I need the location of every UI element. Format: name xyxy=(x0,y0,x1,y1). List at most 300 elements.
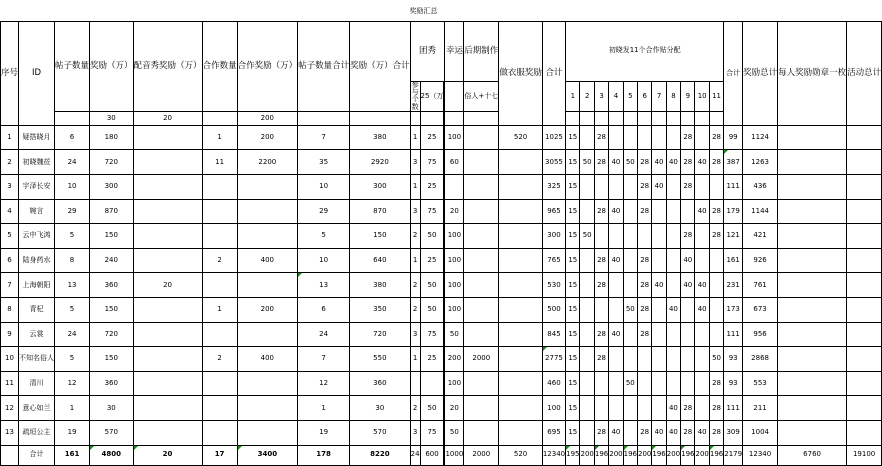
row-dist-2 xyxy=(580,347,594,372)
row-seq: 5 xyxy=(1,224,19,249)
row-dist-5: 50 xyxy=(623,298,637,323)
row-dist-11 xyxy=(709,322,723,347)
row-dubbing xyxy=(133,322,202,347)
row-lucky: 100 xyxy=(445,248,464,273)
row-post-total: 10 xyxy=(298,175,350,200)
row-sum: 300 xyxy=(542,224,565,249)
row-dist-10: 40 xyxy=(695,199,709,224)
header-team-join: 参与个数 xyxy=(411,80,419,111)
row-reward-total: 2920 xyxy=(350,150,411,175)
row-dist-10 xyxy=(695,248,709,273)
row-posts: 13 xyxy=(55,273,90,298)
row-reward: 300 xyxy=(90,175,134,200)
row-dist-7 xyxy=(652,298,666,323)
row-reward-sum: 673 xyxy=(743,298,778,323)
row-lucky: 100 xyxy=(445,371,464,396)
row-reward-sum: 926 xyxy=(743,248,778,273)
row-badge xyxy=(778,347,847,372)
table-row xyxy=(1,125,882,150)
row-post-total: 10 xyxy=(298,248,350,273)
row-dist-2 xyxy=(580,175,594,200)
row-reward: 360 xyxy=(90,273,134,298)
dist-col-8: 8 xyxy=(666,81,680,111)
row-dist-3: 28 xyxy=(594,322,608,347)
totals-dist-4: 200 xyxy=(609,445,623,465)
dist-col-9: 9 xyxy=(681,81,695,111)
dist-col-6: 6 xyxy=(637,81,651,111)
row-lucky: 60 xyxy=(445,150,464,175)
row-dist-8 xyxy=(666,273,680,298)
row-dist-4 xyxy=(609,371,623,396)
row-reward: 360 xyxy=(90,371,134,396)
row-reward-sum: 211 xyxy=(743,396,778,421)
row-id: 意心如兰 xyxy=(19,396,55,421)
row-late xyxy=(464,199,499,224)
row-dist-1: 15 xyxy=(566,273,580,298)
row-posts: 24 xyxy=(55,150,90,175)
row-dist-2 xyxy=(580,125,594,150)
row-dist-1: 15 xyxy=(566,125,580,150)
row-dist-sum: 387 xyxy=(724,150,743,175)
row-dist-9 xyxy=(681,347,695,372)
table-row xyxy=(1,273,882,298)
row-dist-11: 28 xyxy=(709,421,723,446)
dist-col-10: 10 xyxy=(695,81,709,111)
unit-dist-blank xyxy=(637,111,651,125)
row-dist-4: 40 xyxy=(609,421,623,446)
row-team-join: 1 xyxy=(410,248,420,273)
row-late xyxy=(464,125,499,150)
unit-lucky-blank xyxy=(445,111,464,125)
row-dubbing xyxy=(133,125,202,150)
row-dist-sum: 111 xyxy=(724,175,743,200)
row-dist-1: 15 xyxy=(566,371,580,396)
row-id: 宇泽长安 xyxy=(19,175,55,200)
row-reward: 720 xyxy=(90,150,134,175)
row-reward: 240 xyxy=(90,248,134,273)
row-coop-count: 2 xyxy=(202,347,237,372)
row-badge xyxy=(778,125,847,150)
row-post-total: 19 xyxy=(298,421,350,446)
row-costume xyxy=(499,150,543,175)
table-title: 奖励汇总 xyxy=(1,2,847,21)
row-dist-9: 40 xyxy=(681,273,695,298)
row-dist-9 xyxy=(681,371,695,396)
dist-col-3: 3 xyxy=(594,81,608,111)
row-late xyxy=(464,273,499,298)
row-dist-5: 50 xyxy=(623,150,637,175)
row-sum: 965 xyxy=(542,199,565,224)
unit-coop-count-blank xyxy=(202,111,237,125)
row-dist-4: 40 xyxy=(609,199,623,224)
row-activity xyxy=(847,371,882,396)
row-dist-3 xyxy=(594,175,608,200)
totals-reward-total: 8220 xyxy=(350,445,411,465)
row-late xyxy=(464,322,499,347)
reward-summary-table xyxy=(0,2,882,466)
row-team-join: 3 xyxy=(410,150,420,175)
unit-posts-blank xyxy=(55,111,90,125)
row-late xyxy=(464,371,499,396)
totals-dist-7: 196 xyxy=(652,445,666,465)
row-dist-5 xyxy=(623,125,637,150)
row-costume xyxy=(499,347,543,372)
row-dist-3: 28 xyxy=(594,199,608,224)
header-activity-sum: 活动总计 xyxy=(847,21,882,125)
row-late xyxy=(464,150,499,175)
row-dist-10: 40 xyxy=(695,273,709,298)
row-dist-5 xyxy=(623,248,637,273)
row-dist-1: 15 xyxy=(566,150,580,175)
row-activity xyxy=(847,248,882,273)
row-post-total: 7 xyxy=(298,125,350,150)
row-dist-8 xyxy=(666,248,680,273)
row-seq: 7 xyxy=(1,273,19,298)
row-post-total: 29 xyxy=(298,199,350,224)
row-reward-total: 380 xyxy=(350,125,411,150)
row-team-join: 3 xyxy=(410,322,420,347)
row-coop-count xyxy=(202,421,237,446)
row-dubbing: 20 xyxy=(133,273,202,298)
row-dist-7: 40 xyxy=(652,175,666,200)
dist-col-1: 1 xyxy=(566,81,580,111)
row-reward-sum: 421 xyxy=(743,224,778,249)
row-reward-sum: 761 xyxy=(743,273,778,298)
row-reward-sum: 1144 xyxy=(743,199,778,224)
row-badge xyxy=(778,273,847,298)
row-lucky: 100 xyxy=(445,273,464,298)
row-reward-total: 300 xyxy=(350,175,411,200)
row-dist-10: 40 xyxy=(695,150,709,175)
row-dubbing xyxy=(133,248,202,273)
row-team-value: 50 xyxy=(420,273,444,298)
row-dist-5 xyxy=(623,347,637,372)
row-reward-sum: 956 xyxy=(743,322,778,347)
row-dist-6 xyxy=(637,125,651,150)
row-dist-3 xyxy=(594,371,608,396)
row-activity xyxy=(847,298,882,323)
row-team-join: 2 xyxy=(410,224,420,249)
row-id: 不知名俗人 xyxy=(19,347,55,372)
row-sum: 460 xyxy=(542,371,565,396)
header-coop-reward: 合作奖励（万） xyxy=(237,21,298,111)
totals-coop-count: 17 xyxy=(202,445,237,465)
row-dist-11 xyxy=(709,248,723,273)
row-dist-10 xyxy=(695,322,709,347)
row-badge xyxy=(778,396,847,421)
row-team-value: 75 xyxy=(420,322,444,347)
row-reward-total: 30 xyxy=(350,396,411,421)
row-dist-8: 40 xyxy=(666,150,680,175)
row-dist-11: 28 xyxy=(709,150,723,175)
row-dist-5 xyxy=(623,273,637,298)
row-team-value: 25 xyxy=(420,248,444,273)
row-activity xyxy=(847,224,882,249)
row-team-join: 1 xyxy=(410,347,420,372)
totals-coop-reward: 3400 xyxy=(237,445,298,465)
table-row xyxy=(1,421,882,446)
row-reward: 870 xyxy=(90,199,134,224)
row-lucky: 20 xyxy=(445,396,464,421)
row-dist-8 xyxy=(666,175,680,200)
row-dist-2: 50 xyxy=(580,224,594,249)
row-team-join: 1 xyxy=(410,125,420,150)
table-row xyxy=(1,248,882,273)
row-id: 上海朝阳 xyxy=(19,273,55,298)
row-coop-count xyxy=(202,175,237,200)
row-id: 青杞 xyxy=(19,298,55,323)
row-sum: 1025 xyxy=(542,125,565,150)
row-dist-4 xyxy=(609,396,623,421)
header-team-unit: 25（万 xyxy=(420,81,444,111)
row-seq: 8 xyxy=(1,298,19,323)
row-team-value: 75 xyxy=(420,421,444,446)
row-dist-3: 28 xyxy=(594,421,608,446)
row-late xyxy=(464,248,499,273)
row-dist-2 xyxy=(580,298,594,323)
dist-col-7: 7 xyxy=(652,81,666,111)
row-id: 婉言 xyxy=(19,199,55,224)
row-reward-total: 870 xyxy=(350,199,411,224)
row-coop-count xyxy=(202,371,237,396)
row-dist-9: 28 xyxy=(681,396,695,421)
row-sum: 695 xyxy=(542,421,565,446)
row-dist-4 xyxy=(609,224,623,249)
row-dist-9: 28 xyxy=(681,224,695,249)
totals-label: 合计 xyxy=(19,445,55,465)
row-coop-reward xyxy=(237,371,298,396)
row-activity xyxy=(847,396,882,421)
row-dist-9: 28 xyxy=(681,421,695,446)
unit-reward: 30 xyxy=(90,111,134,125)
row-dist-3: 28 xyxy=(594,273,608,298)
row-dist-11: 50 xyxy=(709,347,723,372)
row-dist-sum: 111 xyxy=(724,396,743,421)
row-team-value: 25 xyxy=(420,175,444,200)
row-coop-reward xyxy=(237,224,298,249)
row-dist-2 xyxy=(580,322,594,347)
row-costume xyxy=(499,322,543,347)
row-seq: 12 xyxy=(1,396,19,421)
row-coop-reward: 200 xyxy=(237,125,298,150)
row-late: 2000 xyxy=(464,347,499,372)
row-dist-7 xyxy=(652,248,666,273)
row-dist-11: 28 xyxy=(709,396,723,421)
table-row xyxy=(1,347,882,372)
row-sum: 500 xyxy=(542,298,565,323)
row-dist-10 xyxy=(695,396,709,421)
row-activity xyxy=(847,125,882,150)
dist-col-4: 4 xyxy=(609,81,623,111)
unit-dist-blank xyxy=(666,111,680,125)
row-dist-11: 28 xyxy=(709,224,723,249)
row-id: 云裳 xyxy=(19,322,55,347)
row-team-value: 75 xyxy=(420,150,444,175)
row-dubbing xyxy=(133,224,202,249)
row-dist-sum: 99 xyxy=(724,125,743,150)
unit-dist-blank xyxy=(681,111,695,125)
row-dist-5: 50 xyxy=(623,371,637,396)
row-seq: 1 xyxy=(1,125,19,150)
row-dist-6: 28 xyxy=(637,322,651,347)
row-dubbing xyxy=(133,298,202,323)
table-row xyxy=(1,322,882,347)
header-posts: 帖子数量 xyxy=(55,21,90,111)
header-dubbing: 配音秀奖励（万） xyxy=(133,21,202,111)
row-dist-2: 50 xyxy=(580,150,594,175)
row-costume: 520 xyxy=(499,125,543,150)
row-late xyxy=(464,224,499,249)
table-row xyxy=(1,150,882,175)
totals-late: 2000 xyxy=(464,445,499,465)
row-costume xyxy=(499,224,543,249)
row-dist-5 xyxy=(623,322,637,347)
row-badge xyxy=(778,224,847,249)
row-dist-3: 28 xyxy=(594,347,608,372)
row-dist-5 xyxy=(623,199,637,224)
row-dist-4: 40 xyxy=(609,322,623,347)
row-id: 清川 xyxy=(19,371,55,396)
totals-dist-sum: 2179 xyxy=(724,445,743,465)
row-dist-7 xyxy=(652,199,666,224)
row-posts: 5 xyxy=(55,298,90,323)
unit-dist-blank xyxy=(609,111,623,125)
row-reward: 720 xyxy=(90,322,134,347)
row-team-join: 2 xyxy=(410,273,420,298)
row-dist-4 xyxy=(609,347,623,372)
row-reward-total: 640 xyxy=(350,248,411,273)
row-sum: 845 xyxy=(542,322,565,347)
row-dist-9: 28 xyxy=(681,175,695,200)
header-costume: 做衣服奖励 xyxy=(499,21,543,125)
totals-dist-11: 196 xyxy=(709,445,723,465)
row-dist-8: 40 xyxy=(666,298,680,323)
row-dist-sum: 161 xyxy=(724,248,743,273)
unit-dist-blank xyxy=(709,111,723,125)
totals-lucky: 1000 xyxy=(445,445,464,465)
row-coop-count xyxy=(202,199,237,224)
header-lucky: 幸运 xyxy=(445,21,464,81)
row-dist-4 xyxy=(609,273,623,298)
totals-costume: 520 xyxy=(499,445,543,465)
row-coop-count: 1 xyxy=(202,298,237,323)
totals-sum: 12340 xyxy=(542,445,565,465)
row-dubbing xyxy=(133,396,202,421)
row-dist-5 xyxy=(623,396,637,421)
header-badge: 每人奖励勋章一枚 xyxy=(778,21,847,125)
row-coop-reward: 2200 xyxy=(237,150,298,175)
row-dist-2 xyxy=(580,371,594,396)
header-late-sub: 俗人+十七 xyxy=(464,81,499,111)
row-seq: 13 xyxy=(1,421,19,446)
row-dist-3 xyxy=(594,224,608,249)
row-reward: 150 xyxy=(90,224,134,249)
row-activity xyxy=(847,199,882,224)
row-dist-4 xyxy=(609,298,623,323)
row-seq: 9 xyxy=(1,322,19,347)
row-lucky: 20 xyxy=(445,199,464,224)
header-reward-sum: 奖励总计 xyxy=(743,21,778,125)
row-dist-11: 28 xyxy=(709,125,723,150)
totals-seq xyxy=(1,445,19,465)
row-team-join xyxy=(410,371,420,396)
row-badge xyxy=(778,150,847,175)
row-sum: 530 xyxy=(542,273,565,298)
row-dist-1: 15 xyxy=(566,421,580,446)
row-dist-8 xyxy=(666,125,680,150)
row-dist-2 xyxy=(580,199,594,224)
row-seq: 6 xyxy=(1,248,19,273)
row-dist-10: 40 xyxy=(695,298,709,323)
row-posts: 6 xyxy=(55,125,90,150)
header-seq: 序号 xyxy=(1,21,19,125)
row-costume xyxy=(499,298,543,323)
totals-dist-2: 200 xyxy=(580,445,594,465)
header-sum: 合计 xyxy=(542,21,565,125)
unit-team-join-blank xyxy=(410,111,420,125)
row-dist-3: 28 xyxy=(594,248,608,273)
row-posts: 5 xyxy=(55,224,90,249)
row-sum: 3055 xyxy=(542,150,565,175)
unit-team-value-blank xyxy=(420,111,444,125)
row-dist-1: 15 xyxy=(566,396,580,421)
row-team-value: 25 xyxy=(420,125,444,150)
row-team-value: 50 xyxy=(420,298,444,323)
row-sum: 100 xyxy=(542,396,565,421)
row-dist-7: 40 xyxy=(652,421,666,446)
row-dist-8 xyxy=(666,322,680,347)
row-dist-8: 40 xyxy=(666,396,680,421)
row-post-total: 6 xyxy=(298,298,350,323)
row-post-total: 1 xyxy=(298,396,350,421)
row-posts: 19 xyxy=(55,421,90,446)
row-coop-reward xyxy=(237,199,298,224)
row-coop-count: 11 xyxy=(202,150,237,175)
row-team-value: 50 xyxy=(420,224,444,249)
row-team-join: 3 xyxy=(410,199,420,224)
unit-coop-reward: 200 xyxy=(237,111,298,125)
row-dist-4: 40 xyxy=(609,248,623,273)
header-team-show: 团秀 xyxy=(410,21,445,81)
row-posts: 1 xyxy=(55,396,90,421)
header-coop-count: 合作数量 xyxy=(202,21,237,111)
row-dist-10 xyxy=(695,224,709,249)
row-late xyxy=(464,298,499,323)
row-lucky: 100 xyxy=(445,125,464,150)
row-dist-9: 28 xyxy=(681,125,695,150)
row-dist-1: 15 xyxy=(566,298,580,323)
row-reward-sum: 436 xyxy=(743,175,778,200)
row-dist-8 xyxy=(666,347,680,372)
row-badge xyxy=(778,421,847,446)
row-costume xyxy=(499,248,543,273)
row-costume xyxy=(499,175,543,200)
row-dist-5 xyxy=(623,421,637,446)
header-post-total: 帖子数量合计 xyxy=(298,21,350,111)
row-activity xyxy=(847,322,882,347)
row-dist-3 xyxy=(594,298,608,323)
unit-dist-blank xyxy=(652,111,666,125)
table-row xyxy=(1,396,882,421)
table-row xyxy=(1,371,882,396)
row-post-total: 24 xyxy=(298,322,350,347)
row-dist-2 xyxy=(580,396,594,421)
row-dist-8 xyxy=(666,371,680,396)
row-id: 云中飞鸿 xyxy=(19,224,55,249)
row-posts: 29 xyxy=(55,199,90,224)
row-reward: 150 xyxy=(90,347,134,372)
row-badge xyxy=(778,298,847,323)
